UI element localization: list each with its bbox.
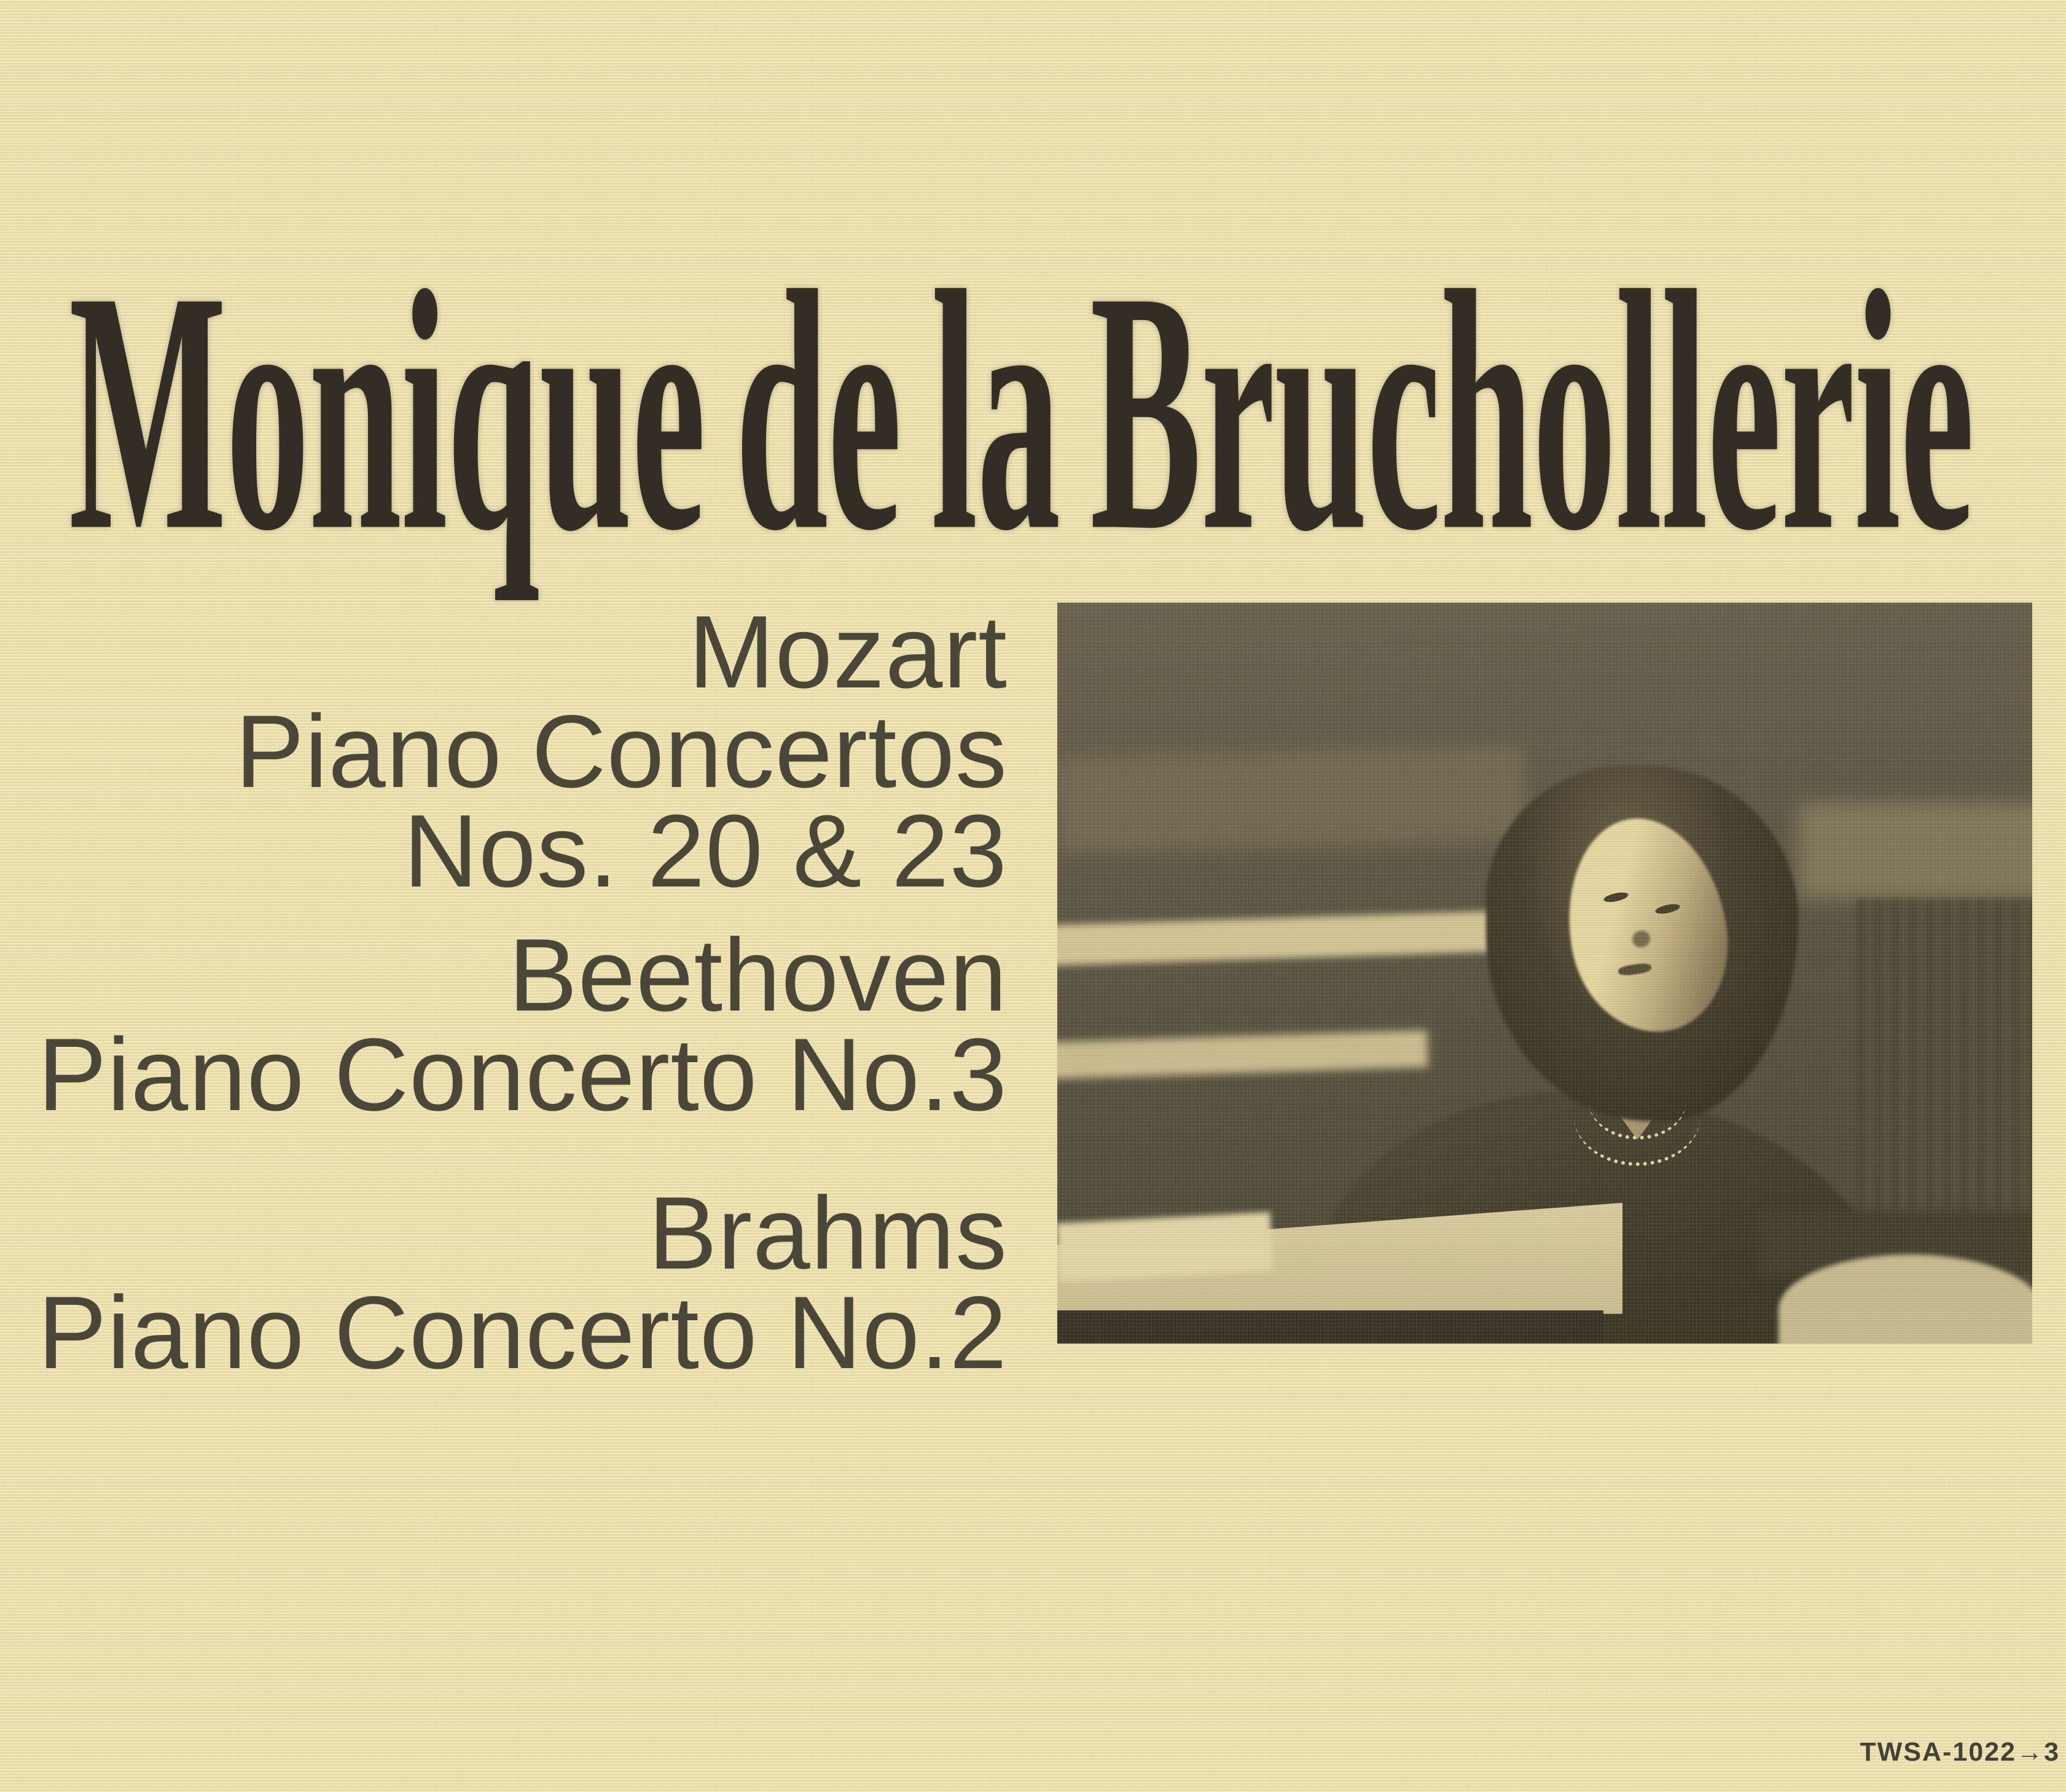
artist-title: Monique de la Bruchollerie xyxy=(69,221,1974,602)
composer-mozart: Mozart xyxy=(688,594,1008,710)
composer-brahms: Brahms xyxy=(648,1175,1008,1291)
beethoven-work-line-1: Piano Concerto No.3 xyxy=(37,1017,1008,1132)
brahms-work-line-1: Piano Concerto No.2 xyxy=(37,1275,1008,1390)
program-block-brahms xyxy=(0,1175,1008,1390)
mozart-work-line-1: Piano Concertos xyxy=(235,694,1008,809)
program-block-mozart xyxy=(0,594,1008,909)
program-block-beethoven xyxy=(0,917,1008,1132)
catalog-number: TWSA-1022→3 xyxy=(1860,1737,2060,1767)
composer-beethoven: Beethoven xyxy=(508,917,1008,1033)
program-list xyxy=(0,594,1008,1390)
pianist-photo xyxy=(1057,603,2032,1344)
paper-weave-overlay xyxy=(1057,603,2032,1344)
mozart-work-line-2: Nos. 20 & 23 xyxy=(403,793,1008,909)
